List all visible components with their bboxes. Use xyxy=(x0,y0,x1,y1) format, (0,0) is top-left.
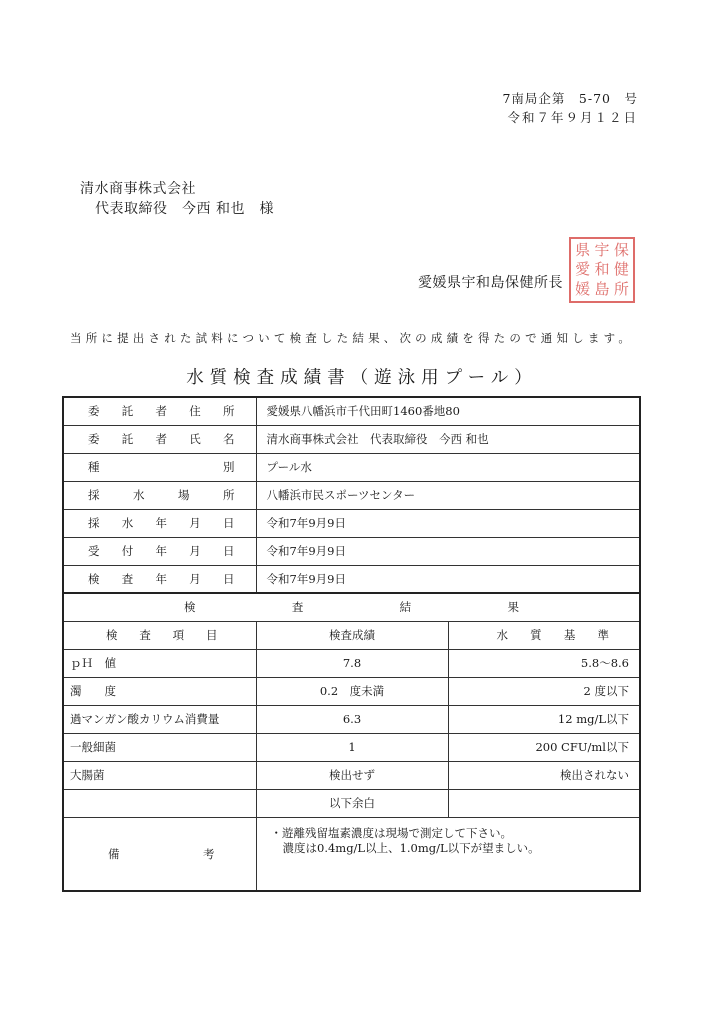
info-value: 令和7年9月9日 xyxy=(256,537,640,565)
table-row xyxy=(63,761,640,789)
info-label: 委託者住所 xyxy=(63,397,256,425)
info-row-client-name xyxy=(63,425,640,453)
result-standard: 12 mg/L以下 xyxy=(448,705,640,733)
seal-glyph: 和 xyxy=(594,260,610,279)
seal-glyph: 県 xyxy=(575,241,591,260)
info-row-sampling-date xyxy=(63,509,640,537)
table-row xyxy=(63,733,640,761)
seal-glyph: 愛 xyxy=(575,260,591,279)
seal-glyph: 宇 xyxy=(594,241,610,260)
official-seal-stamp xyxy=(569,237,635,303)
info-value: 愛媛県八幡浜市千代田町1460番地80 xyxy=(256,397,640,425)
column-header-result: 検査成績 xyxy=(256,621,448,649)
info-value: 清水商事株式会社 代表取締役 今西 和也 xyxy=(256,425,640,453)
result-item: 一般細菌 xyxy=(63,733,256,761)
info-row-reception-date xyxy=(63,537,640,565)
column-header-item: 検査項目 xyxy=(63,621,256,649)
document-number: 7南局企第 5-70 号 xyxy=(502,91,638,106)
seal-glyph: 所 xyxy=(613,279,629,298)
result-value: 検出せず xyxy=(256,761,448,789)
table-row-blank xyxy=(63,789,640,817)
info-label: 検査年月日 xyxy=(63,565,256,593)
addressee-representative: 代表取締役 今西 和也 様 xyxy=(95,201,274,217)
info-row-inspection-date xyxy=(63,565,640,593)
notice-text: 当所に提出された試料について検査した結果、次の成績を得たので通知します。 xyxy=(70,331,635,345)
addressee-company: 清水商事株式会社 xyxy=(80,181,196,197)
result-value: 0.2 度未満 xyxy=(256,677,448,705)
info-label: 採水年月日 xyxy=(63,509,256,537)
remarks-line: ・遊離残留塩素濃度は現場で測定して下さい。 xyxy=(270,825,512,840)
result-standard: 2 度以下 xyxy=(448,677,640,705)
blank-cell xyxy=(448,789,640,817)
blank-cell xyxy=(63,789,256,817)
info-label: 委託者氏名 xyxy=(63,425,256,453)
blank-note: 以下余白 xyxy=(256,789,448,817)
info-label: 種別 xyxy=(63,453,256,481)
issuer-name: 愛媛県宇和島保健所長 xyxy=(418,275,563,291)
result-item: 濁 度 xyxy=(63,677,256,705)
info-value: 八幡浜市民スポーツセンター xyxy=(256,481,640,509)
document-date: 令和７年９月１２日 xyxy=(507,110,638,125)
seal-glyph: 島 xyxy=(594,279,610,298)
result-standard: 200 CFU/ml以下 xyxy=(448,733,640,761)
inspection-report-table xyxy=(62,396,641,892)
remarks-row xyxy=(63,817,640,891)
results-section-header xyxy=(63,593,640,621)
remarks-label: 備考 xyxy=(63,817,256,891)
table-row xyxy=(63,677,640,705)
info-value: 令和7年9月9日 xyxy=(256,565,640,593)
info-label: 採水場所 xyxy=(63,481,256,509)
info-value: プール水 xyxy=(256,453,640,481)
seal-glyph: 保 xyxy=(613,241,629,260)
results-section-title: 検査結果 xyxy=(63,593,640,621)
document-title: 水質検査成績書（遊泳用プール） xyxy=(186,368,538,388)
info-row-type xyxy=(63,453,640,481)
result-item: ｐＨ 値 xyxy=(63,649,256,677)
result-standard: 検出されない xyxy=(448,761,640,789)
remarks-content xyxy=(256,817,640,891)
remarks-line: 濃度は0.4mg/L以上、1.0mg/L以下が望ましい。 xyxy=(282,840,540,855)
result-item: 過マンガン酸カリウム消費量 xyxy=(63,705,256,733)
result-value: 6.3 xyxy=(256,705,448,733)
seal-glyph: 健 xyxy=(613,260,629,279)
result-value: 7.8 xyxy=(256,649,448,677)
info-value: 令和7年9月9日 xyxy=(256,509,640,537)
result-item: 大腸菌 xyxy=(63,761,256,789)
seal-glyph: 媛 xyxy=(575,279,591,298)
info-label: 受付年月日 xyxy=(63,537,256,565)
table-row xyxy=(63,649,640,677)
column-header-standard: 水質基準 xyxy=(448,621,640,649)
results-column-headers xyxy=(63,621,640,649)
table-row xyxy=(63,705,640,733)
result-value: 1 xyxy=(256,733,448,761)
info-row-sampling-place xyxy=(63,481,640,509)
result-standard: 5.8～8.6 xyxy=(448,649,640,677)
info-row-client-address xyxy=(63,397,640,425)
